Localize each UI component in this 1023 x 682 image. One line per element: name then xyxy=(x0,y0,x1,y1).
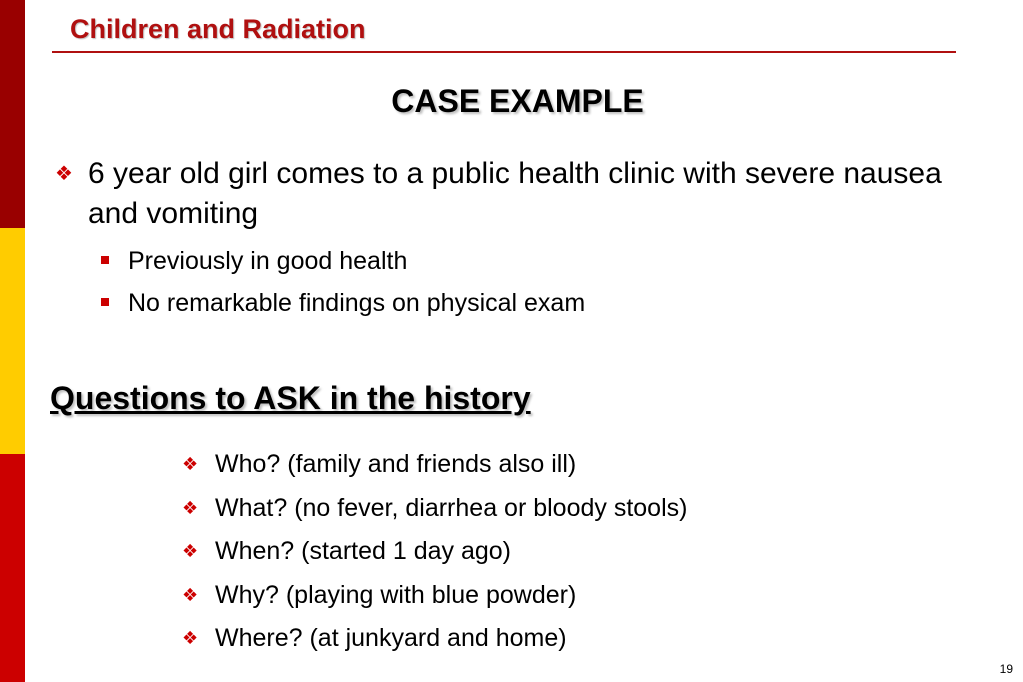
question-item xyxy=(182,577,687,621)
diamond-bullet-icon: ❖ xyxy=(55,163,73,185)
page-number: 19 xyxy=(999,662,1013,676)
slide-title: CASE EXAMPLE xyxy=(391,83,644,119)
question-text: Where? (at junkyard and home) xyxy=(215,624,567,652)
diamond-bullet-icon: ❖ xyxy=(182,628,199,648)
question-item xyxy=(182,490,687,534)
question-item xyxy=(182,446,687,490)
diamond-bullet-icon: ❖ xyxy=(182,541,199,561)
sub-bullet xyxy=(100,244,585,286)
diamond-bullet-icon: ❖ xyxy=(182,584,199,605)
square-bullet-icon xyxy=(101,298,109,306)
sub-bullet xyxy=(100,286,585,328)
header-divider xyxy=(52,51,956,53)
main-bullet xyxy=(55,154,995,234)
square-bullet-icon xyxy=(101,256,109,264)
diamond-bullet-icon: ❖ xyxy=(182,454,199,474)
header-title: Children and Radiation xyxy=(70,14,366,44)
question-item xyxy=(182,533,687,577)
diamond-bullet-icon: ❖ xyxy=(182,497,199,518)
question-item xyxy=(182,620,687,664)
sub-bullet-list xyxy=(100,244,585,328)
question-text: What? (no fever, diarrhea or bloody stools) xyxy=(215,493,688,522)
section-heading: Questions to ASK in the history xyxy=(50,380,531,416)
question-list xyxy=(182,446,687,664)
main-bullet-text: 6 year old girl comes to a public health clinic with severe nausea and vomiting xyxy=(88,157,942,230)
sub-bullet-text: No remarkable findings on physical exam xyxy=(128,289,586,317)
question-text: Who? (family and friends also ill) xyxy=(215,450,577,478)
side-bar-red xyxy=(0,454,25,682)
sub-bullet-text: Previously in good health xyxy=(128,247,408,275)
question-text: When? (started 1 day ago) xyxy=(215,537,511,565)
question-text: Why? (playing with blue powder) xyxy=(215,580,577,609)
side-bar-yellow xyxy=(0,228,25,454)
